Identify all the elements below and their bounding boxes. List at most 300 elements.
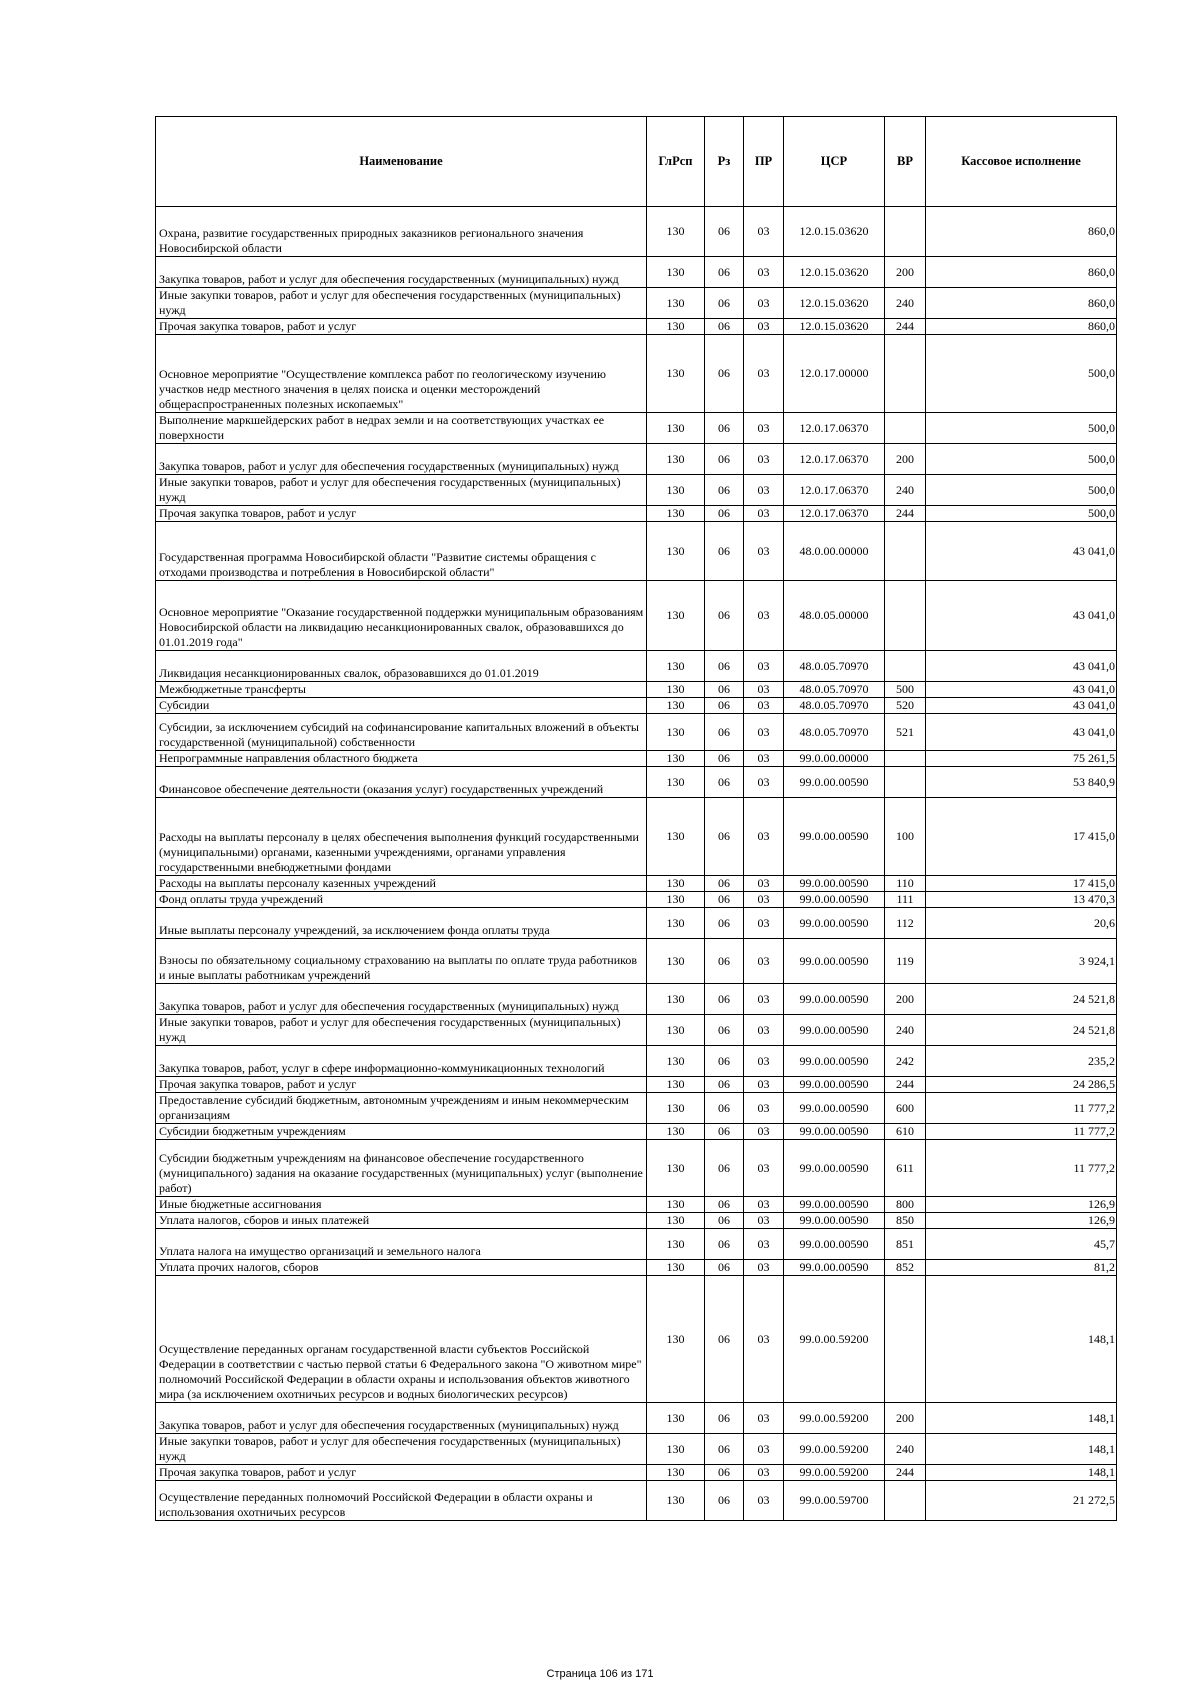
row-name: Финансовое обеспечение деятельности (оказания услуг) государственных учреждений xyxy=(156,767,647,798)
row-name: Закупка товаров, работ и услуг для обеспечения государственных (муниципальных) нужд xyxy=(156,444,647,475)
row-pr: 03 xyxy=(744,1260,784,1276)
row-glrsp: 130 xyxy=(647,207,705,257)
row-vr: 851 xyxy=(885,1229,926,1260)
row-csr: 12.0.15.03620 xyxy=(784,207,885,257)
row-rz: 06 xyxy=(705,892,744,908)
row-rz: 06 xyxy=(705,475,744,506)
row-rz: 06 xyxy=(705,1046,744,1077)
row-csr: 12.0.15.03620 xyxy=(784,288,885,319)
row-csr: 99.0.00.00590 xyxy=(784,1046,885,1077)
row-name: Иные закупки товаров, работ и услуг для обеспечения государственных (муниципальных) нужд xyxy=(156,1434,647,1465)
row-pr: 03 xyxy=(744,698,784,714)
row-name: Прочая закупка товаров, работ и услуг xyxy=(156,1077,647,1093)
row-rz: 06 xyxy=(705,207,744,257)
row-name: Субсидии бюджетным учреждениям на финансовое обеспечение государственного (муниципального) задания на оказание государственных (муниципальных) услуг (выполнение работ) xyxy=(156,1140,647,1197)
table-row xyxy=(156,319,1117,335)
row-amount: 43 041,0 xyxy=(926,714,1117,751)
row-glrsp: 130 xyxy=(647,939,705,984)
row-rz: 06 xyxy=(705,1276,744,1403)
row-vr: 850 xyxy=(885,1213,926,1229)
row-rz: 06 xyxy=(705,1260,744,1276)
row-csr: 99.0.00.00590 xyxy=(784,1015,885,1046)
row-pr: 03 xyxy=(744,1077,784,1093)
row-vr: 200 xyxy=(885,984,926,1015)
header-vr: ВР xyxy=(885,117,926,207)
row-rz: 06 xyxy=(705,1197,744,1213)
row-glrsp: 130 xyxy=(647,876,705,892)
row-pr: 03 xyxy=(744,1015,784,1046)
row-csr: 99.0.00.00590 xyxy=(784,1260,885,1276)
row-pr: 03 xyxy=(744,1197,784,1213)
row-name: Иные бюджетные ассигнования xyxy=(156,1197,647,1213)
row-pr: 03 xyxy=(744,651,784,682)
row-vr: 852 xyxy=(885,1260,926,1276)
row-pr: 03 xyxy=(744,475,784,506)
row-name: Выполнение маркшейдерских работ в недрах земли и на соответствующих участках ее поверхности xyxy=(156,413,647,444)
row-name: Закупка товаров, работ и услуг для обеспечения государственных (муниципальных) нужд xyxy=(156,984,647,1015)
row-pr: 03 xyxy=(744,1140,784,1197)
row-amount: 17 415,0 xyxy=(926,798,1117,876)
table-row xyxy=(156,798,1117,876)
row-glrsp: 130 xyxy=(647,1403,705,1434)
table-row xyxy=(156,413,1117,444)
row-csr: 48.0.05.00000 xyxy=(784,581,885,651)
row-rz: 06 xyxy=(705,1140,744,1197)
row-glrsp: 130 xyxy=(647,682,705,698)
row-csr: 48.0.00.00000 xyxy=(784,522,885,581)
table-row xyxy=(156,1046,1117,1077)
row-glrsp: 130 xyxy=(647,698,705,714)
row-amount: 43 041,0 xyxy=(926,651,1117,682)
row-name: Государственная программа Новосибирской области "Развитие системы обращения с отходами производства и потребления в Новосибирской области" xyxy=(156,522,647,581)
row-pr: 03 xyxy=(744,335,784,413)
row-amount: 43 041,0 xyxy=(926,522,1117,581)
row-glrsp: 130 xyxy=(647,1140,705,1197)
row-name: Осуществление переданных полномочий Российской Федерации в области охраны и использования охотничьих ресурсов xyxy=(156,1481,647,1521)
row-amount: 500,0 xyxy=(926,413,1117,444)
row-csr: 99.0.00.00590 xyxy=(784,1093,885,1124)
row-rz: 06 xyxy=(705,257,744,288)
row-rz: 06 xyxy=(705,1229,744,1260)
row-pr: 03 xyxy=(744,1093,784,1124)
row-glrsp: 130 xyxy=(647,651,705,682)
row-amount: 45,7 xyxy=(926,1229,1117,1260)
row-csr: 12.0.17.00000 xyxy=(784,335,885,413)
row-name: Взносы по обязательному социальному страхованию на выплаты по оплате труда работников и иные выплаты работникам учреждений xyxy=(156,939,647,984)
row-rz: 06 xyxy=(705,506,744,522)
row-vr xyxy=(885,1276,926,1403)
table-row xyxy=(156,1140,1117,1197)
row-amount: 43 041,0 xyxy=(926,698,1117,714)
row-csr: 99.0.00.59200 xyxy=(784,1465,885,1481)
row-name: Непрограммные направления областного бюджета xyxy=(156,751,647,767)
table-row xyxy=(156,1260,1117,1276)
row-amount: 860,0 xyxy=(926,288,1117,319)
row-amount: 43 041,0 xyxy=(926,581,1117,651)
row-name: Иные закупки товаров, работ и услуг для обеспечения государственных (муниципальных) нужд xyxy=(156,1015,647,1046)
row-glrsp: 130 xyxy=(647,751,705,767)
row-vr xyxy=(885,522,926,581)
row-pr: 03 xyxy=(744,767,784,798)
row-name: Расходы на выплаты персоналу в целях обеспечения выполнения функций государственными (муниципальными) органами, казенными учреждениями, органами управления государственными внебюджетными фондами xyxy=(156,798,647,876)
row-name: Уплата прочих налогов, сборов xyxy=(156,1260,647,1276)
row-glrsp: 130 xyxy=(647,798,705,876)
row-amount: 148,1 xyxy=(926,1403,1117,1434)
row-amount: 17 415,0 xyxy=(926,876,1117,892)
row-glrsp: 130 xyxy=(647,892,705,908)
row-glrsp: 130 xyxy=(647,908,705,939)
row-amount: 11 777,2 xyxy=(926,1140,1117,1197)
row-rz: 06 xyxy=(705,444,744,475)
table-row xyxy=(156,207,1117,257)
table-row xyxy=(156,751,1117,767)
row-pr: 03 xyxy=(744,1481,784,1521)
row-csr: 99.0.00.00590 xyxy=(784,984,885,1015)
header-amount: Кассовое исполнение xyxy=(926,117,1117,207)
row-csr: 99.0.00.00000 xyxy=(784,751,885,767)
row-vr: 611 xyxy=(885,1140,926,1197)
row-name: Субсидии бюджетным учреждениям xyxy=(156,1124,647,1140)
row-vr: 244 xyxy=(885,1077,926,1093)
row-vr: 100 xyxy=(885,798,926,876)
row-csr: 12.0.15.03620 xyxy=(784,319,885,335)
row-csr: 99.0.00.00590 xyxy=(784,939,885,984)
row-pr: 03 xyxy=(744,444,784,475)
row-vr: 521 xyxy=(885,714,926,751)
table-row xyxy=(156,1229,1117,1260)
row-name: Охрана, развитие государственных природных заказников регионального значения Новосибирской области xyxy=(156,207,647,257)
row-vr: 240 xyxy=(885,1015,926,1046)
row-amount: 860,0 xyxy=(926,319,1117,335)
row-name: Основное мероприятие "Оказание государственной поддержки муниципальным образованиям Новосибирской области на ликвидацию несанкционированных свалок, образовавшихся до 01.01.2019 года" xyxy=(156,581,647,651)
row-amount: 20,6 xyxy=(926,908,1117,939)
row-rz: 06 xyxy=(705,319,744,335)
row-glrsp: 130 xyxy=(647,1046,705,1077)
row-rz: 06 xyxy=(705,767,744,798)
row-pr: 03 xyxy=(744,1276,784,1403)
row-csr: 99.0.00.59200 xyxy=(784,1403,885,1434)
row-vr xyxy=(885,1481,926,1521)
row-csr: 99.0.00.00590 xyxy=(784,1197,885,1213)
table-row xyxy=(156,714,1117,751)
row-vr xyxy=(885,751,926,767)
header-glrsp: ГлРсп xyxy=(647,117,705,207)
row-rz: 06 xyxy=(705,1403,744,1434)
row-amount: 75 261,5 xyxy=(926,751,1117,767)
row-vr: 244 xyxy=(885,506,926,522)
table-row xyxy=(156,767,1117,798)
row-pr: 03 xyxy=(744,751,784,767)
row-name: Прочая закупка товаров, работ и услуг xyxy=(156,1465,647,1481)
row-amount: 500,0 xyxy=(926,335,1117,413)
row-name: Уплата налога на имущество организаций и земельного налога xyxy=(156,1229,647,1260)
table-row xyxy=(156,1213,1117,1229)
row-pr: 03 xyxy=(744,1124,784,1140)
row-glrsp: 130 xyxy=(647,1481,705,1521)
table-row xyxy=(156,1434,1117,1465)
row-amount: 148,1 xyxy=(926,1276,1117,1403)
row-csr: 12.0.17.06370 xyxy=(784,413,885,444)
row-vr xyxy=(885,413,926,444)
table-row xyxy=(156,939,1117,984)
table-row xyxy=(156,1481,1117,1521)
row-csr: 99.0.00.59700 xyxy=(784,1481,885,1521)
row-glrsp: 130 xyxy=(647,522,705,581)
row-pr: 03 xyxy=(744,1229,784,1260)
row-vr xyxy=(885,767,926,798)
table-row xyxy=(156,1465,1117,1481)
row-glrsp: 130 xyxy=(647,1015,705,1046)
row-glrsp: 130 xyxy=(647,1197,705,1213)
table-body xyxy=(156,207,1117,1521)
row-rz: 06 xyxy=(705,1481,744,1521)
budget-table xyxy=(155,116,1117,1521)
row-glrsp: 130 xyxy=(647,413,705,444)
row-name: Закупка товаров, работ, услуг в сфере информационно-коммуникационных технологий xyxy=(156,1046,647,1077)
row-glrsp: 130 xyxy=(647,444,705,475)
row-amount: 11 777,2 xyxy=(926,1124,1117,1140)
row-pr: 03 xyxy=(744,1213,784,1229)
row-csr: 99.0.00.00590 xyxy=(784,1124,885,1140)
row-pr: 03 xyxy=(744,1046,784,1077)
row-csr: 99.0.00.00590 xyxy=(784,876,885,892)
row-amount: 860,0 xyxy=(926,207,1117,257)
table-row xyxy=(156,892,1117,908)
row-vr xyxy=(885,335,926,413)
table-row xyxy=(156,908,1117,939)
table-row xyxy=(156,1403,1117,1434)
table-row xyxy=(156,257,1117,288)
row-amount: 81,2 xyxy=(926,1260,1117,1276)
row-pr: 03 xyxy=(744,714,784,751)
row-name: Прочая закупка товаров, работ и услуг xyxy=(156,506,647,522)
row-glrsp: 130 xyxy=(647,288,705,319)
row-csr: 99.0.00.00590 xyxy=(784,1140,885,1197)
row-amount: 24 521,8 xyxy=(926,984,1117,1015)
row-vr: 244 xyxy=(885,1465,926,1481)
table-row xyxy=(156,651,1117,682)
row-rz: 06 xyxy=(705,335,744,413)
row-vr xyxy=(885,581,926,651)
row-vr: 520 xyxy=(885,698,926,714)
row-rz: 06 xyxy=(705,1015,744,1046)
row-glrsp: 130 xyxy=(647,257,705,288)
row-pr: 03 xyxy=(744,413,784,444)
header-rz: Рз xyxy=(705,117,744,207)
row-csr: 99.0.00.00590 xyxy=(784,798,885,876)
page-number: Страница 106 из 171 xyxy=(546,1668,654,1680)
row-glrsp: 130 xyxy=(647,1465,705,1481)
row-amount: 11 777,2 xyxy=(926,1093,1117,1124)
row-pr: 03 xyxy=(744,581,784,651)
row-glrsp: 130 xyxy=(647,1093,705,1124)
table-row xyxy=(156,1197,1117,1213)
row-glrsp: 130 xyxy=(647,335,705,413)
table-header-row xyxy=(156,117,1117,207)
row-rz: 06 xyxy=(705,698,744,714)
table-row xyxy=(156,581,1117,651)
row-name: Прочая закупка товаров, работ и услуг xyxy=(156,319,647,335)
table-row xyxy=(156,1276,1117,1403)
row-rz: 06 xyxy=(705,522,744,581)
row-glrsp: 130 xyxy=(647,1077,705,1093)
row-amount: 500,0 xyxy=(926,475,1117,506)
row-pr: 03 xyxy=(744,876,784,892)
row-name: Осуществление переданных органам государственной власти субъектов Российской Федерации в соответствии с частью первой статьи 6 Федерального закона "О животном мире" полномочий Российской Федерации в области охраны и использования объектов животного мира (за исключением охотничьих ресурсов и водных биологических ресурсов) xyxy=(156,1276,647,1403)
row-csr: 12.0.17.06370 xyxy=(784,506,885,522)
table-row xyxy=(156,1015,1117,1046)
row-pr: 03 xyxy=(744,257,784,288)
row-amount: 148,1 xyxy=(926,1434,1117,1465)
row-csr: 99.0.00.00590 xyxy=(784,1213,885,1229)
row-csr: 99.0.00.00590 xyxy=(784,908,885,939)
row-rz: 06 xyxy=(705,682,744,698)
row-name: Основное мероприятие "Осуществление комплекса работ по геологическому изучению участков недр местного значения в целях поиска и оценки месторождений общераспространенных полезных ископаемых" xyxy=(156,335,647,413)
row-name: Иные выплаты персоналу учреждений, за исключением фонда оплаты труда xyxy=(156,908,647,939)
row-vr: 111 xyxy=(885,892,926,908)
row-csr: 48.0.05.70970 xyxy=(784,714,885,751)
row-pr: 03 xyxy=(744,798,784,876)
row-rz: 06 xyxy=(705,876,744,892)
table-row xyxy=(156,475,1117,506)
row-vr: 119 xyxy=(885,939,926,984)
row-glrsp: 130 xyxy=(647,1213,705,1229)
table-row xyxy=(156,1093,1117,1124)
row-amount: 126,9 xyxy=(926,1213,1117,1229)
table-row xyxy=(156,335,1117,413)
row-vr: 200 xyxy=(885,1403,926,1434)
row-glrsp: 130 xyxy=(647,506,705,522)
row-vr xyxy=(885,651,926,682)
row-vr: 242 xyxy=(885,1046,926,1077)
row-pr: 03 xyxy=(744,1465,784,1481)
row-vr: 500 xyxy=(885,682,926,698)
row-amount: 3 924,1 xyxy=(926,939,1117,984)
table-row xyxy=(156,698,1117,714)
row-name: Закупка товаров, работ и услуг для обеспечения государственных (муниципальных) нужд xyxy=(156,257,647,288)
row-vr: 240 xyxy=(885,475,926,506)
table-row xyxy=(156,444,1117,475)
row-rz: 06 xyxy=(705,1465,744,1481)
row-name: Уплата налогов, сборов и иных платежей xyxy=(156,1213,647,1229)
row-vr: 600 xyxy=(885,1093,926,1124)
row-csr: 99.0.00.00590 xyxy=(784,767,885,798)
row-csr: 12.0.17.06370 xyxy=(784,444,885,475)
row-amount: 24 521,8 xyxy=(926,1015,1117,1046)
row-name: Субсидии xyxy=(156,698,647,714)
row-amount: 235,2 xyxy=(926,1046,1117,1077)
row-rz: 06 xyxy=(705,798,744,876)
row-rz: 06 xyxy=(705,288,744,319)
row-rz: 06 xyxy=(705,939,744,984)
table-row xyxy=(156,506,1117,522)
row-rz: 06 xyxy=(705,751,744,767)
row-vr: 610 xyxy=(885,1124,926,1140)
row-rz: 06 xyxy=(705,1077,744,1093)
row-glrsp: 130 xyxy=(647,1260,705,1276)
table-row xyxy=(156,1124,1117,1140)
header-csr: ЦСР xyxy=(784,117,885,207)
row-amount: 13 470,3 xyxy=(926,892,1117,908)
row-vr: 200 xyxy=(885,444,926,475)
row-csr: 99.0.00.00590 xyxy=(784,892,885,908)
table-row xyxy=(156,682,1117,698)
row-name: Фонд оплаты труда учреждений xyxy=(156,892,647,908)
row-name: Субсидии, за исключением субсидий на софинансирование капитальных вложений в объекты государственной (муниципальной) собственности xyxy=(156,714,647,751)
row-glrsp: 130 xyxy=(647,1434,705,1465)
row-vr: 800 xyxy=(885,1197,926,1213)
row-pr: 03 xyxy=(744,939,784,984)
row-csr: 12.0.15.03620 xyxy=(784,257,885,288)
table-row xyxy=(156,876,1117,892)
row-pr: 03 xyxy=(744,207,784,257)
row-glrsp: 130 xyxy=(647,319,705,335)
row-amount: 43 041,0 xyxy=(926,682,1117,698)
row-vr: 240 xyxy=(885,1434,926,1465)
row-csr: 12.0.17.06370 xyxy=(784,475,885,506)
row-name: Иные закупки товаров, работ и услуг для обеспечения государственных (муниципальных) нужд xyxy=(156,475,647,506)
row-rz: 06 xyxy=(705,1093,744,1124)
header-pr: ПР xyxy=(744,117,784,207)
row-vr: 112 xyxy=(885,908,926,939)
row-name: Расходы на выплаты персоналу казенных учреждений xyxy=(156,876,647,892)
row-pr: 03 xyxy=(744,682,784,698)
row-vr: 200 xyxy=(885,257,926,288)
row-csr: 99.0.00.59200 xyxy=(784,1276,885,1403)
row-amount: 21 272,5 xyxy=(926,1481,1117,1521)
row-rz: 06 xyxy=(705,908,744,939)
row-glrsp: 130 xyxy=(647,1229,705,1260)
row-name: Ликвидация несанкционированных свалок, образовавшихся до 01.01.2019 xyxy=(156,651,647,682)
row-amount: 500,0 xyxy=(926,506,1117,522)
row-rz: 06 xyxy=(705,581,744,651)
row-name: Закупка товаров, работ и услуг для обеспечения государственных (муниципальных) нужд xyxy=(156,1403,647,1434)
row-csr: 99.0.00.00590 xyxy=(784,1229,885,1260)
row-pr: 03 xyxy=(744,984,784,1015)
row-csr: 99.0.00.59200 xyxy=(784,1434,885,1465)
header-name: Наименование xyxy=(156,117,647,207)
row-amount: 126,9 xyxy=(926,1197,1117,1213)
row-pr: 03 xyxy=(744,522,784,581)
row-pr: 03 xyxy=(744,1434,784,1465)
row-amount: 500,0 xyxy=(926,444,1117,475)
row-rz: 06 xyxy=(705,1434,744,1465)
row-name: Иные закупки товаров, работ и услуг для обеспечения государственных (муниципальных) нужд xyxy=(156,288,647,319)
row-vr: 240 xyxy=(885,288,926,319)
table-row xyxy=(156,1077,1117,1093)
row-glrsp: 130 xyxy=(647,581,705,651)
table-row xyxy=(156,288,1117,319)
row-glrsp: 130 xyxy=(647,1124,705,1140)
row-glrsp: 130 xyxy=(647,714,705,751)
row-rz: 06 xyxy=(705,651,744,682)
row-pr: 03 xyxy=(744,892,784,908)
row-rz: 06 xyxy=(705,984,744,1015)
row-amount: 148,1 xyxy=(926,1465,1117,1481)
row-csr: 48.0.05.70970 xyxy=(784,682,885,698)
row-pr: 03 xyxy=(744,506,784,522)
row-vr: 244 xyxy=(885,319,926,335)
row-rz: 06 xyxy=(705,1213,744,1229)
row-vr xyxy=(885,207,926,257)
table-row xyxy=(156,522,1117,581)
row-vr: 110 xyxy=(885,876,926,892)
row-glrsp: 130 xyxy=(647,767,705,798)
row-name: Межбюджетные трансферты xyxy=(156,682,647,698)
table-row xyxy=(156,984,1117,1015)
row-glrsp: 130 xyxy=(647,475,705,506)
row-csr: 48.0.05.70970 xyxy=(784,651,885,682)
